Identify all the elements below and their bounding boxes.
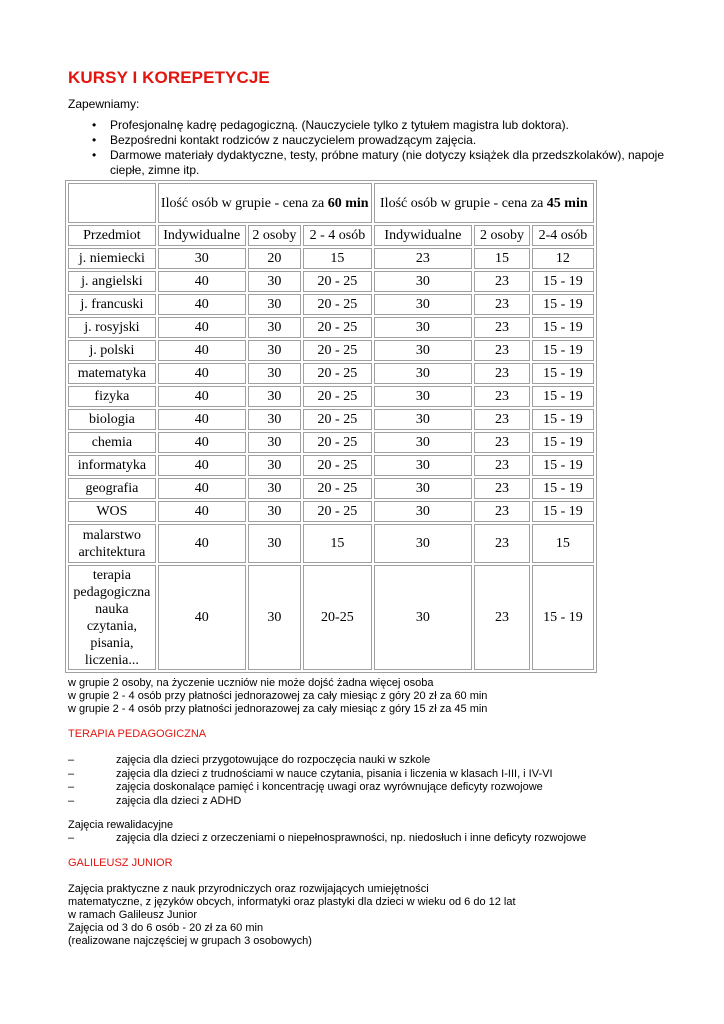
subject-cell: malarstwo architektura [68,524,156,563]
price-table [65,180,597,673]
intro-text: Zapewniamy: [68,97,140,111]
list-item: • Profesjonalnę kadrę pedagogiczną. (Nauczyciele tylko z tytułem magistra lub doktora). [92,118,569,132]
table-row [68,455,594,476]
group-60-header: Ilość osób w grupie - cena za 60 min [158,183,372,223]
table-row [68,340,594,361]
galileusz-text [68,883,516,948]
table-row [68,501,594,522]
price-cell: 30 [248,432,302,453]
price-cell: 20 - 25 [303,432,372,453]
table-row [68,271,594,292]
subject-cell: j. francuski [68,294,156,315]
list-item: – zajęcia dla dzieci przygotowujące do rozpoczęcia nauki w szkole [68,754,431,766]
subject-cell: biologia [68,409,156,430]
price-cell: 20 - 25 [303,455,372,476]
price-cell: 30 [374,363,473,384]
dash-marker: – [68,781,75,793]
column-header: Indywidualne [374,225,473,246]
price-cell: 30 [248,565,302,670]
column-header: Przedmiot [68,225,156,246]
price-cell: 15 [532,524,594,563]
price-cell: 23 [474,524,530,563]
price-cell: 15 [303,524,372,563]
price-cell: 40 [158,294,246,315]
price-cell: 30 [374,565,473,670]
price-cell: 23 [474,565,530,670]
price-cell: 40 [158,565,246,670]
price-cell: 15 - 19 [532,432,594,453]
benefits-list [68,118,668,178]
price-cell: 30 [374,478,473,499]
list-item: • Darmowe materiały dydaktyczne, testy, próbne matury (nie dotyczy książek dla przedszkolaków), napoje ciepłe, zimne itp. [92,148,665,177]
price-cell: 15 - 19 [532,363,594,384]
note-line: w grupie 2 - 4 osób przy płatności jednorazowej za cały miesiąc z góry 15 zł za 45 min [68,703,488,715]
therapy-list [68,754,668,808]
group-header-row [68,183,594,223]
price-cell: 15 - 19 [532,478,594,499]
price-cell: 30 [374,294,473,315]
subject-cell: fizyka [68,386,156,407]
table-row [68,478,594,499]
column-header: 2 osoby [474,225,530,246]
price-cell: 23 [474,294,530,315]
note-line: w grupie 2 - 4 osób przy płatności jednorazowej za cały miesiąc z góry 20 zł za 60 min [68,690,488,702]
price-cell: 15 - 19 [532,386,594,407]
price-cell: 15 - 19 [532,565,594,670]
bullet-icon: • [92,118,97,132]
column-header: 2-4 osób [532,225,594,246]
price-cell: 20 - 25 [303,317,372,338]
price-cell: 23 [474,455,530,476]
list-item: • Bezpośredni kontakt rodziców z nauczycielem prowadzącym zajęcia. [92,133,477,147]
therapy-heading: TERAPIA PEDAGOGICZNA [68,728,207,740]
price-cell: 30 [374,409,473,430]
price-cell: 15 [303,248,372,269]
price-cell: 30 [248,478,302,499]
price-cell: 20 - 25 [303,363,372,384]
subject-cell: terapia pedagogiczna nauka czytania, pisania, liczenia... [68,565,156,670]
price-cell: 23 [474,409,530,430]
price-cell: 23 [474,317,530,338]
price-cell: 20 [248,248,302,269]
price-cell: 30 [158,248,246,269]
price-cell: 20 - 25 [303,386,372,407]
list-item: – zajęcia doskonalące pamięć i koncentrację uwagi oraz wyrównujące deficyty rozwojowe [68,781,543,793]
price-cell: 15 - 19 [532,340,594,361]
price-cell: 40 [158,363,246,384]
price-cell: 30 [374,340,473,361]
price-cell: 20 - 25 [303,340,372,361]
table-row [68,363,594,384]
price-cell: 40 [158,317,246,338]
price-cell: 15 - 19 [532,455,594,476]
column-header: Indywidualne [158,225,246,246]
price-cell: 30 [248,524,302,563]
rehab-list [68,832,668,846]
price-cell: 30 [374,432,473,453]
list-item: – zajęcia dla dzieci z orzeczeniami o niepełnosprawności, np. niedosłuch i inne deficyty rozwojowe [68,832,587,844]
table-notes [68,677,487,716]
table-row [68,409,594,430]
text-line: (realizowane najczęściej w grupach 3 osobowych) [68,935,312,947]
price-cell: 30 [248,501,302,522]
price-cell: 30 [374,501,473,522]
note-line: w grupie 2 osoby, na życzenie uczniów nie może dojść żadna więcej osoba [68,677,434,689]
price-cell: 23 [474,501,530,522]
price-cell: 30 [374,317,473,338]
price-cell: 12 [532,248,594,269]
price-cell: 15 - 19 [532,294,594,315]
price-cell: 23 [374,248,473,269]
subject-cell: chemia [68,432,156,453]
price-cell: 30 [374,386,473,407]
price-cell: 23 [474,363,530,384]
price-cell: 40 [158,409,246,430]
bullet-icon: • [92,148,97,162]
price-cell: 30 [248,317,302,338]
price-cell: 15 [474,248,530,269]
subject-cell: j. angielski [68,271,156,292]
dash-marker: – [68,754,75,766]
price-cell: 40 [158,524,246,563]
price-cell: 30 [248,340,302,361]
price-cell: 20 - 25 [303,271,372,292]
table-row [68,317,594,338]
price-cell: 30 [248,363,302,384]
price-cell: 20 - 25 [303,478,372,499]
price-cell: 30 [248,386,302,407]
table-row [68,432,594,453]
price-cell: 40 [158,271,246,292]
column-header: 2 osoby [248,225,302,246]
price-cell: 23 [474,386,530,407]
subject-cell: j. niemiecki [68,248,156,269]
subject-cell: geografia [68,478,156,499]
price-cell: 30 [374,271,473,292]
text-line: Zajęcia praktyczne z nauk przyrodniczych oraz rozwijających umiejętności [68,883,429,895]
price-cell: 40 [158,432,246,453]
group-45-header: Ilość osób w grupie - cena za 45 min [374,183,594,223]
dash-marker: – [68,832,75,844]
galileusz-heading: GALILEUSZ JUNIOR [68,857,173,869]
price-cell: 30 [374,455,473,476]
price-table-wrapper [65,180,597,673]
subject-cell: j. rosyjski [68,317,156,338]
column-header-row [68,225,594,246]
price-cell: 23 [474,478,530,499]
column-header: 2 - 4 osób [303,225,372,246]
price-cell: 23 [474,432,530,453]
price-cell: 20-25 [303,565,372,670]
subject-cell: WOS [68,501,156,522]
table-row [68,248,594,269]
subject-cell: informatyka [68,455,156,476]
table-row [68,565,594,670]
price-cell: 30 [248,271,302,292]
price-cell: 40 [158,340,246,361]
list-item: – zajęcia dla dzieci z trudnościami w nauce czytania, pisania i liczenia w klasach I-III, i IV-VI [68,767,553,780]
price-cell: 40 [158,386,246,407]
page-title: KURSY I KOREPETYCJE [68,68,270,87]
price-cell: 15 - 19 [532,409,594,430]
text-line: matematyczne, z języków obcych, informatyki oraz plastyki dla dzieci w wieku od 6 do 12 lat [68,896,516,908]
price-cell: 20 - 25 [303,501,372,522]
empty-corner-cell [68,183,156,223]
price-cell: 23 [474,271,530,292]
table-row [68,524,594,563]
price-cell: 40 [158,478,246,499]
price-cell: 15 - 19 [532,501,594,522]
price-cell: 20 - 25 [303,409,372,430]
subject-cell: matematyka [68,363,156,384]
dash-marker: – [68,794,75,807]
subject-cell: j. polski [68,340,156,361]
price-cell: 30 [248,455,302,476]
price-cell: 15 - 19 [532,317,594,338]
table-row [68,386,594,407]
rehab-heading: Zajęcia rewalidacyjne [68,819,174,831]
text-line: Zajęcia od 3 do 6 osób - 20 zł za 60 min [68,922,264,934]
list-item: – zajęcia dla dzieci z ADHD [68,794,242,807]
bullet-icon: • [92,133,97,147]
table-row [68,294,594,315]
price-cell: 30 [248,294,302,315]
price-cell: 30 [248,409,302,430]
price-cell: 23 [474,340,530,361]
price-cell: 30 [374,524,473,563]
dash-marker: – [68,767,75,780]
text-line: w ramach Galileusz Junior [68,909,197,921]
price-cell: 20 - 25 [303,294,372,315]
price-cell: 40 [158,455,246,476]
price-cell: 40 [158,501,246,522]
price-cell: 15 - 19 [532,271,594,292]
